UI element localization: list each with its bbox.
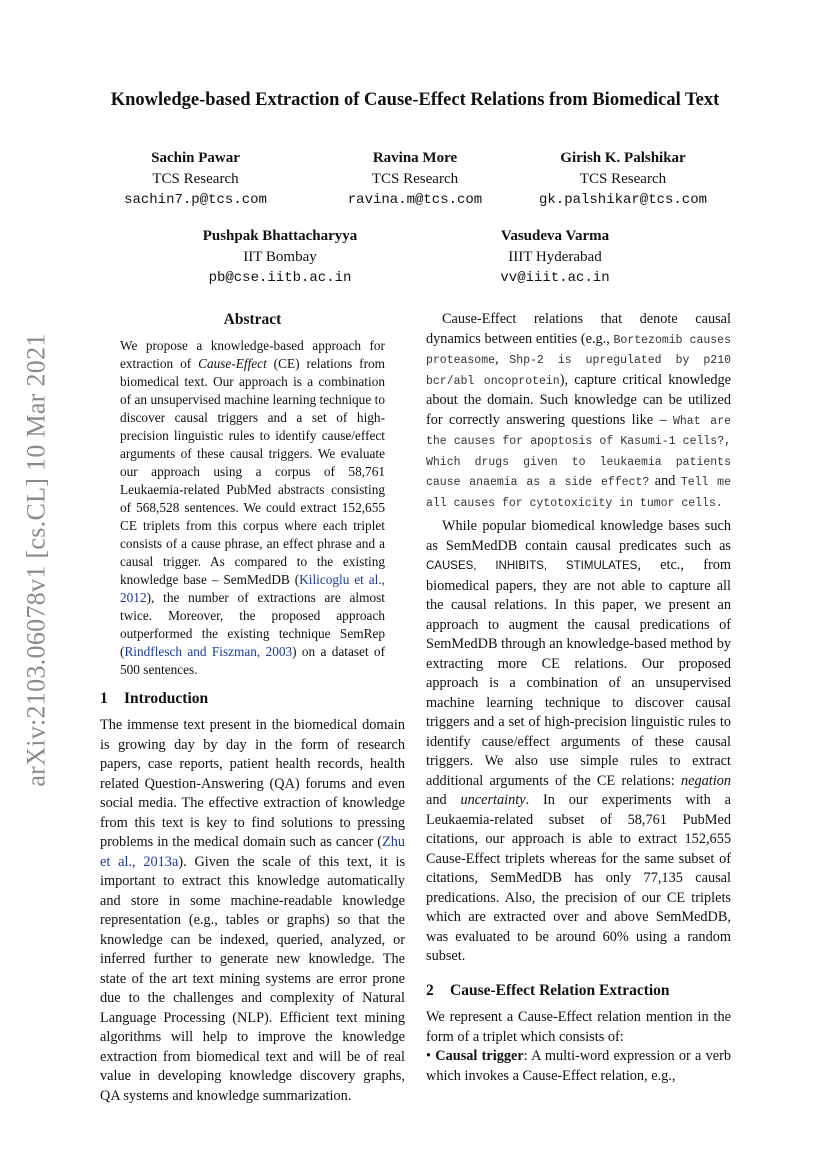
citation-link[interactable]: Rindflesch and Fiszman, 2003	[124, 643, 293, 659]
bullet-icon: •	[426, 1048, 432, 1064]
author-email[interactable]: gk.palshikar@tcs.com	[538, 192, 708, 208]
predicate-list: CAUSES, INHIBITS, STIMULATES	[426, 560, 638, 572]
arxiv-identifier: arXiv:2103.06078v1 [cs.CL] 10 Mar 2021	[22, 333, 51, 787]
example-phrase: Shp-2 is upregulated by p210 bcr/abl oncoprotein	[426, 354, 732, 388]
author-affiliation: IIIT Hyderabad	[508, 249, 602, 265]
right-paragraph-3: We represent a Cause-Effect relation mention in the form of a triplet which consists of:	[426, 1009, 731, 1045]
author-affiliation: TCS Research	[579, 171, 667, 187]
left-column	[100, 310, 405, 1106]
author-affiliation: TCS Research	[152, 171, 239, 187]
right-column	[426, 310, 731, 1086]
right-paragraph-2: While popular biomedical knowledge bases such as SemMedDB contain causal predicates such as CAUSES, INHIBITS, STIMULATES, etc., from biomedical papers, they are not able to capture all the causal relations. In this paper, we present an approach to augment the causal predications of SemMedDB through an knowledge-based method by extracting more CE relations. Our proposed approach is a combination of an unsupervised machine learning technique to discover causal triggers and a set of high-precision linguistic rules to identify cause/effect arguments of these causal triggers. We also use simple rules to extract additional arguments of the CE relations: negation and uncertainty. In our experiments with a Leukaemia-related subset of 58,761 PubMed citations, our approach is able to extract 152,655 Cause-Effect triplets whereas for the same subset of citations, SemMedDB has only 77,135 causal predications. Also, the precision of our CE triplets which are extracted over and above SemMedDB, was evaluated to be around 60% using a random subset.	[426, 518, 731, 964]
citation-link[interactable]: Kilicoglu et al., 2012	[120, 571, 386, 605]
section-heading-cause-effect: 2 Cause-Effect Relation Extraction	[426, 981, 670, 999]
citation-link[interactable]: Zhu et al., 2013a	[100, 834, 405, 870]
author-name: Vasudeva Varma	[500, 228, 610, 244]
author-name: Pushpak Bhattacharyya	[202, 228, 358, 244]
author-block-1	[118, 148, 273, 211]
paper-title: Knowledge-based Extraction of Cause-Effect Relations from Biomedical Text	[110, 90, 720, 110]
author-name: Ravina More	[372, 150, 458, 166]
author-email[interactable]: pb@cse.iitb.ac.in	[208, 270, 352, 286]
author-email[interactable]: vv@iiit.ac.in	[500, 270, 610, 286]
example-question: Tell me all causes for cytotoxicity in tumor cells.	[426, 476, 731, 510]
author-name: Sachin Pawar	[151, 150, 240, 166]
right-paragraph-1: Cause-Effect relations that denote causal dynamics between entities (e.g., Bortezomib causes proteasome, Shp-2 is upregulated by p210 bcr/abl oncoprotein), capture critical knowledge about the domain. Such knowledge can be utilized for correctly answering questions like – What are the causes for apoptosis of Kasumi-1 cells?, Which drugs given to leukaemia patients cause anaemia as a side effect? and Tell me all causes for cytotoxicity in tumor cells.	[426, 311, 732, 510]
author-name: Girish K. Palshikar	[560, 150, 686, 166]
author-affiliation: IIT Bombay	[243, 249, 317, 265]
author-block-2	[330, 148, 500, 211]
abstract-text: We propose a knowledge-based approach for extraction of Cause-Effect (CE) relations from biomedical text. Our approach is a combination of an unsupervised machine learning technique to discover causal triggers and a set of high-precision linguistic rules to identify cause/effect arguments of these causal triggers. We evaluate our approach using a corpus of 58,761 Leukaemia-related PubMed abstracts consisting of 568,528 sentences. We could extract 152,655 CE triplets from this corpus where each triplet consists of a cause phrase, an effect phrase and a causal trigger. As compared to the existing knowledge base – SemMedDB (Kilicoglu et al., 2012), the number of extractions are almost twice. Moreover, the proposed approach outperformed the existing technique SemRep (Rindflesch and Fiszman, 2003) on a dataset of 500 sentences.	[120, 337, 386, 677]
author-affiliation: TCS Research	[371, 171, 459, 187]
arxiv-sidebar-stamp	[12, 333, 62, 787]
section-heading-introduction: 1 Introduction	[100, 689, 209, 707]
author-email[interactable]: ravina.m@tcs.com	[347, 192, 483, 208]
example-phrase: Bortezomib causes proteasome	[426, 333, 731, 367]
author-email[interactable]: sachin7.p@tcs.com	[124, 192, 267, 208]
bullet-causal-trigger: • Causal trigger: A multi-word expression or a verb which invokes a Cause-Effect relation, e.g.,	[426, 1048, 731, 1084]
author-block-5	[470, 226, 640, 289]
author-block-3	[518, 148, 728, 211]
example-question: What are the causes for apoptosis of Kasumi-1 cells?, Which drugs given to leukaemia patients cause anaemia as a side effect?	[426, 414, 731, 489]
author-block-4	[180, 226, 380, 289]
abstract-heading: Abstract	[223, 311, 282, 328]
introduction-paragraph: The immense text present in the biomedical domain is growing day by day in the form of research papers, case reports, patient health records, health related Question-Answering (QA) forums and even social media. The effective extraction of knowledge from this text is key to find solutions to pressing problems in the medical domain such as cancer (Zhu et al., 2013a). Given the scale of this text, it is important to extract this knowledge automatically and store in some machine-readable knowledge representation (e.g., tables or graphs) so that the knowledge can be indexed, queried, analyzed, or inferred further to generate new knowledge. The state of the art text mining systems are error prone due to the challenges and complexity of Natural Language Processing (NLP). Efficient text mining algorithms will help to improve the knowledge extraction from biomedical text and will be of real value in developing knowledge discovery graphs, QA systems and knowledge summarization.	[100, 717, 406, 1104]
